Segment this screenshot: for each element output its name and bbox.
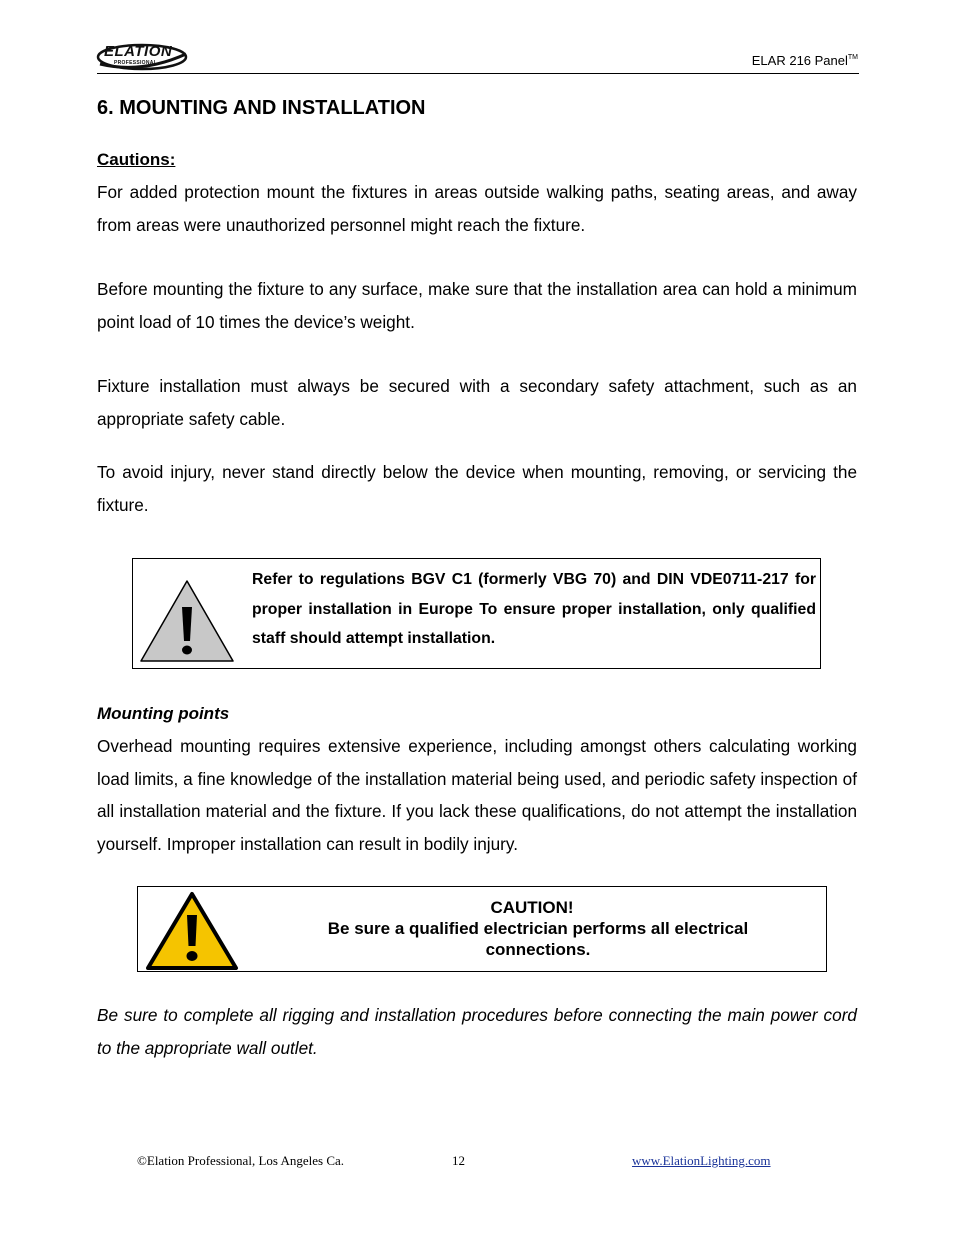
cautions-paragraph: For added protection mount the fixtures in areas outside walking paths, seating areas, and away from areas were unauthorized personnel might reach the fixture.: [97, 182, 857, 235]
trademark-symbol: TM: [847, 54, 858, 61]
rigging-note: Be sure to complete all rigging and installation procedures before connecting the main power cord to the appropriate wall outlet.: [97, 1005, 857, 1058]
elation-logo: [96, 40, 188, 72]
footer-website-link[interactable]: www.ElationLighting.com: [632, 1153, 771, 1168]
caution-text: Be sure a qualified electrician performs all electrical connections.: [327, 919, 749, 959]
cautions-heading: Cautions:: [97, 150, 176, 169]
mounting-points-heading: Mounting points: [97, 704, 230, 723]
regulations-warning-box: [132, 558, 821, 669]
product-name-text: ELAR 216 Panel: [751, 53, 848, 68]
section-title: 6. MOUNTING AND INSTALLATION: [97, 97, 426, 119]
cautions-paragraph: Fixture installation must always be secured with a secondary safety attachment, such as an appropriate safety cable.: [97, 376, 857, 429]
exclamation-triangle-yellow-icon: [145, 891, 239, 971]
footer-copyright: ©Elation Professional, Los Angeles Ca.: [137, 1153, 345, 1168]
header-divider: [97, 73, 859, 74]
page-number: 12: [452, 1153, 465, 1168]
caution-title: CAUTION!: [490, 898, 574, 917]
regulations-warning-text: Refer to regulations BGV C1 (formerly VBG 70) and DIN VDE0711-217 for proper installation in Europe To ensure proper installation, only qualified staff should attempt installation.: [252, 571, 816, 647]
logo-text: ELATION: [104, 43, 173, 60]
cautions-paragraph: Before mounting the fixture to any surface, make sure that the installation area can hold a minimum point load of 10 times the device’s weight.: [97, 279, 857, 332]
electrician-caution-box: [137, 886, 827, 972]
cautions-paragraph: To avoid injury, never stand directly below the device when mounting, removing, or servicing the fixture.: [97, 462, 857, 515]
product-name: [752, 53, 858, 68]
mounting-paragraph: Overhead mounting requires extensive experience, including amongst others calculating working load limits, a fine knowledge of the installation material being used, and periodic safety inspection of all installation material and the fixture. If you lack these qualifications, do not attempt the installation yourself. Improper installation can result in bodily injury.: [97, 736, 857, 854]
logo-subtext: PROFESSIONAL: [114, 60, 158, 66]
exclamation-triangle-gray-icon: [139, 579, 235, 663]
